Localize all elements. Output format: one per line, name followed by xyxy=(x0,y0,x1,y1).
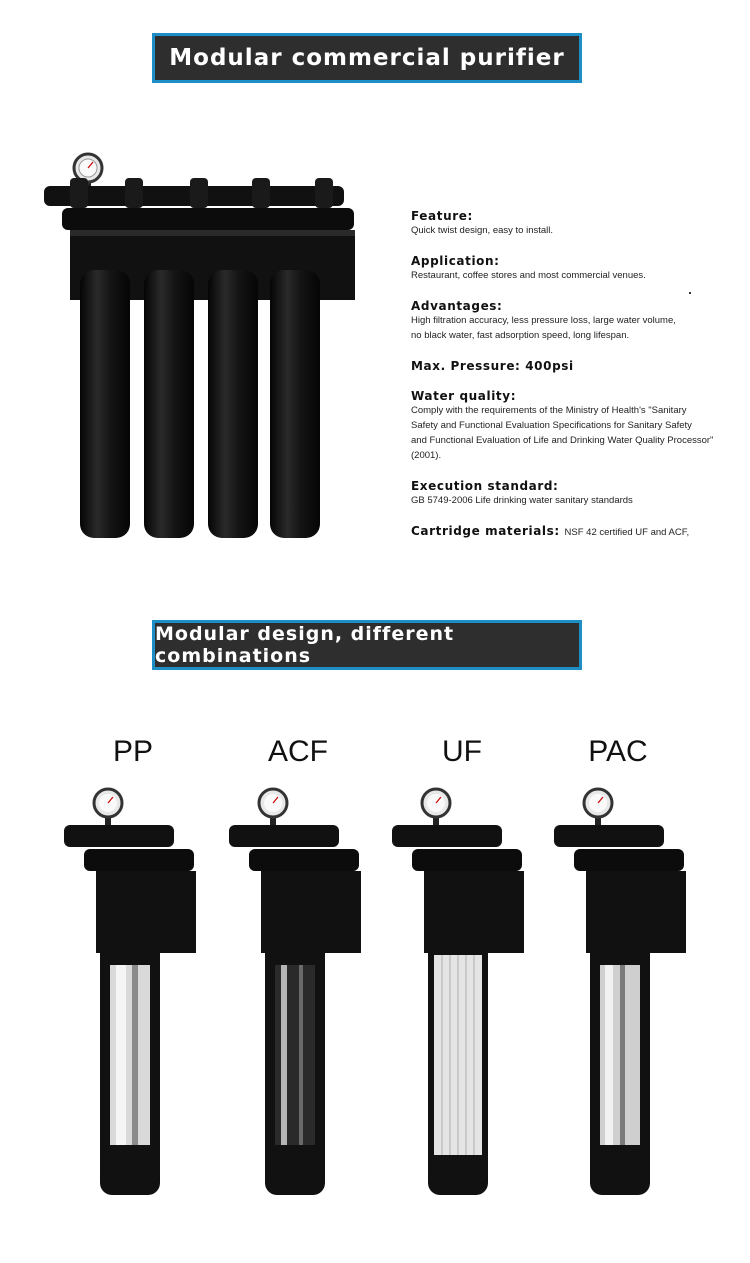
variant-label-pac: PAC xyxy=(588,735,648,768)
spec-text: High filtration accuracy, less pressure loss, large water volume, no black water, fast adsorption speed, long lifespan. xyxy=(411,315,676,341)
spec-heading: Advantages: xyxy=(411,299,503,313)
spec-heading: Max. Pressure: 400psi xyxy=(411,359,574,373)
spec-execution-standard xyxy=(411,479,741,508)
spec-advantages xyxy=(411,299,741,343)
stray-dot xyxy=(689,292,691,294)
filter-unit-acf-image xyxy=(225,785,365,1255)
spec-text: Comply with the requirements of the Ministry of Health's "Sanitary Safety and Functional Evaluation Specifications for Sanitary Safety and Functional Evaluation of Life and Drinking Water Quality Processor" (2001). xyxy=(411,405,714,461)
spec-heading: Application: xyxy=(411,254,500,268)
spec-heading: Execution standard: xyxy=(411,479,559,493)
section-title-purifier: Modular commercial purifier xyxy=(152,33,582,83)
spec-cartridge-materials xyxy=(411,524,741,538)
spec-feature xyxy=(411,209,741,238)
variant-label-uf: UF xyxy=(442,735,482,768)
spec-text: NSF 42 certified UF and ACF, xyxy=(564,527,690,538)
filter-unit-uf-image xyxy=(388,785,528,1255)
spec-heading-row xyxy=(411,524,741,538)
spec-application xyxy=(411,254,741,283)
spec-max-pressure xyxy=(411,359,741,373)
spec-water-quality xyxy=(411,389,741,463)
spec-text: Restaurant, coffee stores and most commercial venues. xyxy=(411,270,646,281)
spec-text: GB 5749-2006 Life drinking water sanitary standards xyxy=(411,495,633,506)
spec-text: Quick twist design, easy to install. xyxy=(411,225,554,236)
filter-unit-pp-image xyxy=(60,785,200,1255)
spec-heading: Cartridge materials: xyxy=(411,524,560,538)
spec-heading: Feature: xyxy=(411,209,473,223)
spec-heading: Water quality: xyxy=(411,389,517,403)
variant-label-pp: PP xyxy=(112,735,154,768)
variant-label-acf: ACF xyxy=(268,735,328,768)
four-stage-purifier-image xyxy=(40,150,360,570)
filter-unit-pac-image xyxy=(550,785,690,1255)
section-title-combinations: Modular design, different combinations xyxy=(152,620,582,670)
